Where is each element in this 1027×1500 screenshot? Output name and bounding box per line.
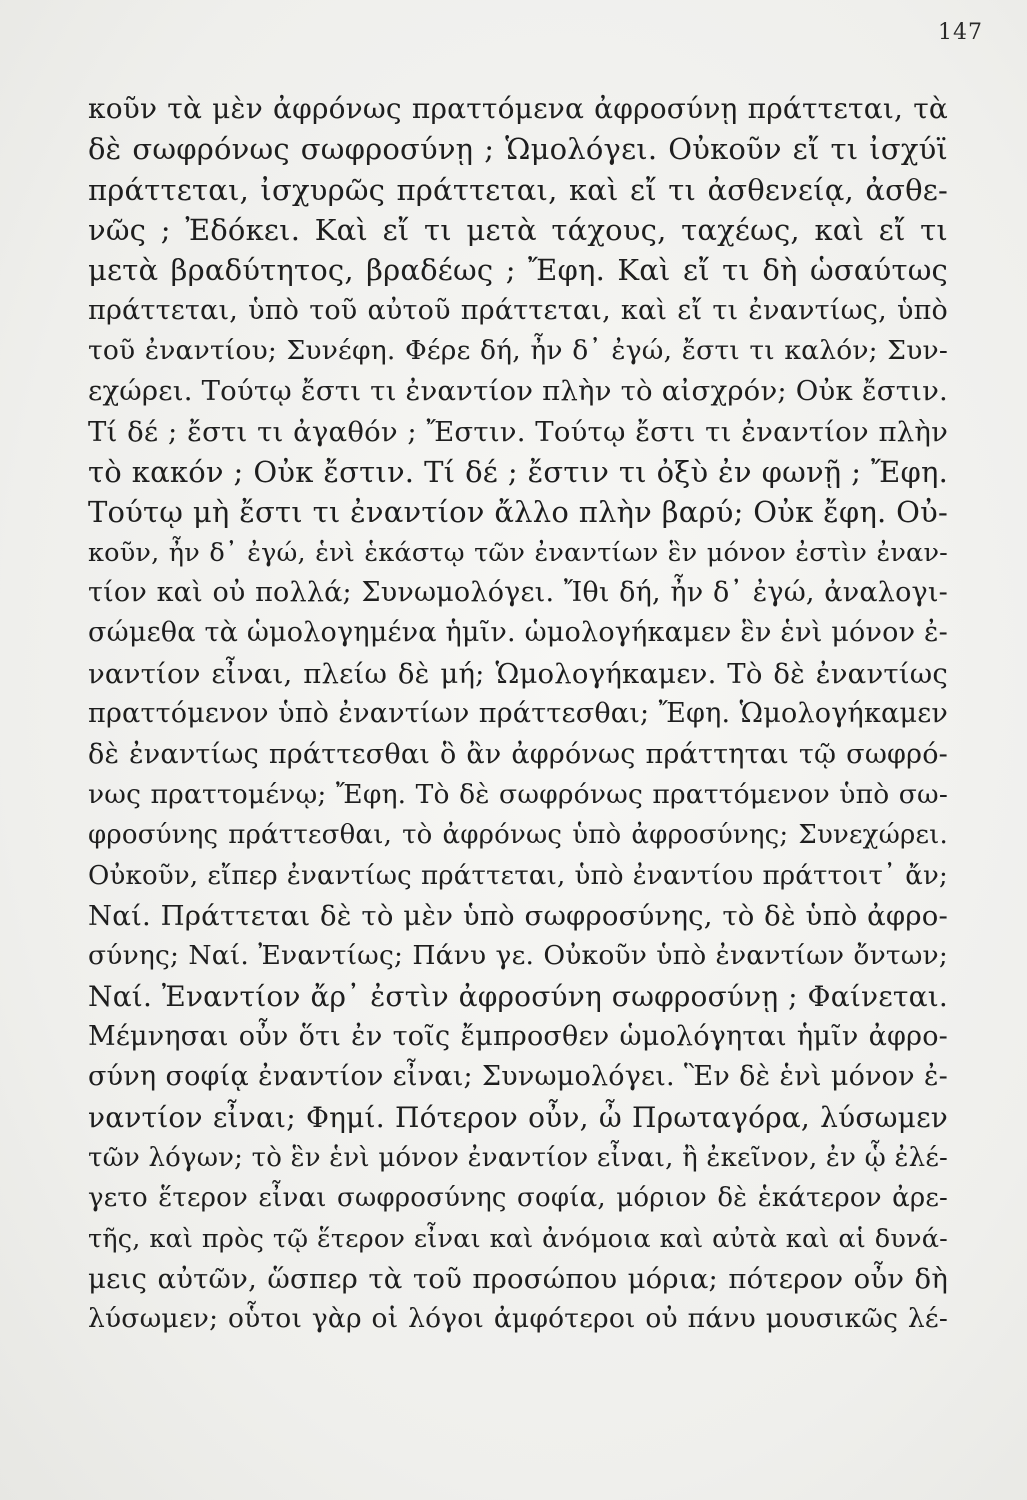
text-line: Τί δέ ; ἔστι τι ἀγαθόν ; Ἔστιν. Τούτῳ ἔστι τι ἐναντίον πλὴν: [88, 415, 948, 448]
text-line: Ναί. Ἐναντίον ἄρ᾽ ἐστὶν ἀφροσύνη σωφροσύνῃ ; Φαίνεται.: [88, 979, 948, 1013]
text-line: Οὐκοῦν, εἴπερ ἐναντίως πράττεται, ὑπὸ ἐναντίου πράττοιτ᾽ ἄν;: [88, 860, 948, 891]
text-line: Μέμνησαι οὖν ὅτι ἐν τοῖς ἔμπροσθεν ὡμολόγηται ἡμῖν ἀφρο-: [88, 1020, 948, 1052]
text-line: πράττεται, ὑπὸ τοῦ αὐτοῦ πράττεται, καὶ εἴ τι ἐναντίως, ὑπὸ: [88, 294, 948, 326]
text-line: πραττόμενον ὑπὸ ἐναντίων πράττεσθαι; Ἔφη. Ὡμολογήκαμεν: [88, 698, 948, 730]
text-line: μετὰ βραδύτητος, βραδέως ; Ἔφη. Καὶ εἴ τι δὴ ὡσαύτως: [88, 253, 948, 288]
text-line: τὸ κακόν ; Οὐκ ἔστιν. Τί δέ ; ἔστιν τι ὀξὺ ἐν φωνῇ ; Ἔφη.: [88, 455, 948, 490]
text-line: τίον καὶ οὐ πολλά; Συνωμολόγει. Ἴθι δή, ἦν δ᾽ ἐγώ, ἀναλογι-: [88, 577, 948, 609]
text-line: τῶν λόγων; τὸ ἓν ἑνὶ μόνον ἐναντίον εἶναι, ἢ ἐκεῖνον, ἐν ᾧ ἐλέ-: [88, 1142, 948, 1173]
text-line: κοῦν, ἦν δ᾽ ἐγώ, ἑνὶ ἑκάστῳ τῶν ἐναντίων ἓν μόνον ἐστὶν ἐναν-: [88, 537, 948, 568]
text-line: κοῦν τὰ μὲν ἀφρόνως πραττόμενα ἀφροσύνῃ πράττεται, τὰ: [88, 92, 948, 125]
text-line: δὲ σωφρόνως σωφροσύνῃ ; Ὡμολόγει. Οὐκοῦν εἴ τι ἰσχύϊ: [88, 132, 948, 167]
text-line: πράττεται, ἰσχυρῶς πράττεται, καὶ εἴ τι ἀσθενείᾳ, ἀσθε-: [88, 172, 948, 207]
text-line: μεις αὐτῶν, ὥσπερ τὰ τοῦ προσώπου μόρια; πότερον οὖν δὴ: [88, 1262, 948, 1295]
text-line: τῆς, καὶ πρὸς τῷ ἕτερον εἶναι καὶ ἀνόμοια καὶ αὐτὰ καὶ αἱ δυνά-: [88, 1223, 948, 1254]
page-number: 147: [938, 20, 983, 45]
text-line: νως πραττομένῳ; Ἔφη. Τὸ δὲ σωφρόνως πραττόμενον ὑπὸ σω-: [88, 778, 948, 810]
text-line: τοῦ ἐναντίου; Συνέφη. Φέρε δή, ἦν δ᾽ ἐγώ, ἔστι τι καλόν; Συν-: [88, 335, 948, 367]
greek-text-block: [88, 89, 948, 1340]
text-line: γετο ἕτερον εἶναι σωφροσύνης σοφία, μόριον δὲ ἑκάτερον ἀρε-: [88, 1183, 948, 1214]
text-line: σώμεθα τὰ ὡμολογημένα ἡμῖν. ὡμολογήκαμεν ἓν ἑνὶ μόνον ἐ-: [88, 617, 948, 649]
text-line: λύσωμεν; οὗτοι γὰρ οἱ λόγοι ἀμφότεροι οὐ πάνυ μουσικῶς λέ-: [88, 1303, 948, 1335]
text-line: φροσύνης πράττεσθαι, τὸ ἀφρόνως ὑπὸ ἀφροσύνης; Συνεχώρει.: [88, 820, 948, 851]
text-line: σύνης; Ναί. Ἐναντίως; Πάνυ γε. Οὐκοῦν ὑπὸ ἐναντίων ὄντων;: [88, 940, 948, 972]
text-line: ναντίον εἶναι, πλείω δὲ μή; Ὡμολογήκαμεν. Τὸ δὲ ἐναντίως: [88, 657, 948, 690]
text-line: ναντίον εἶναι; Φημί. Πότερον οὖν, ὦ Πρωταγόρα, λύσωμεν: [88, 1100, 948, 1134]
text-line: δὲ ἐναντίως πράττεσθαι ὃ ἂν ἀφρόνως πράττηται τῷ σωφρό-: [88, 738, 948, 770]
text-line: Ναί. Πράττεται δὲ τὸ μὲν ὑπὸ σωφροσύνης, τὸ δὲ ὑπὸ ἀφρο-: [88, 899, 948, 932]
text-line: σύνη σοφίᾳ ἐναντίον εἶναι; Συνωμολόγει. Ἓν δὲ ἑνὶ μόνον ἐ-: [88, 1061, 948, 1093]
text-line: νῶς ; Ἐδόκει. Καὶ εἴ τι μετὰ τάχους, ταχέως, καὶ εἴ τι: [88, 213, 948, 248]
text-line: εχώρει. Τούτῳ ἔστι τι ἐναντίον πλὴν τὸ αἰσχρόν; Οὐκ ἔστιν.: [88, 375, 948, 408]
text-line: Τούτῳ μὴ ἔστι τι ἐναντίον ἄλλο πλὴν βαρύ; Οὐκ ἔφη. Οὐ-: [88, 495, 948, 530]
